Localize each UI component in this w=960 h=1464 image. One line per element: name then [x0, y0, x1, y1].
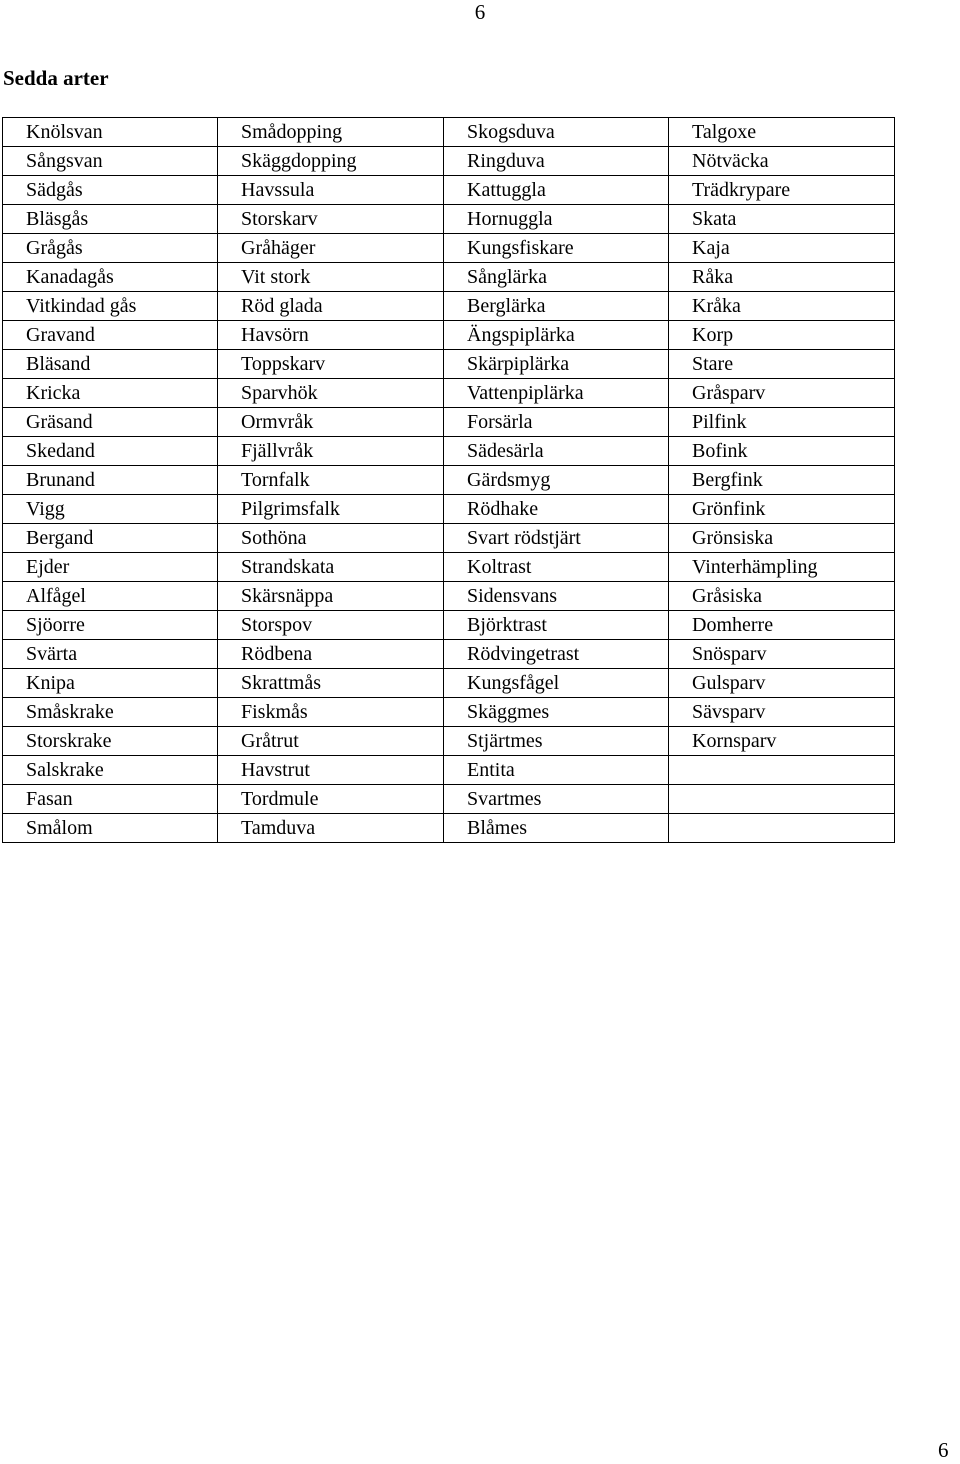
species-cell: Vit stork	[218, 263, 444, 292]
page-number-bottom: 6	[938, 1438, 949, 1462]
species-cell: Blåmes	[444, 814, 669, 843]
species-cell: Fasan	[3, 785, 218, 814]
species-cell: Domherre	[669, 611, 895, 640]
species-cell: Sidensvans	[444, 582, 669, 611]
species-cell: Gräsand	[3, 408, 218, 437]
species-cell: Pilgrimsfalk	[218, 495, 444, 524]
species-cell: Hornuggla	[444, 205, 669, 234]
table-row	[3, 669, 895, 698]
species-cell: Gulsparv	[669, 669, 895, 698]
species-cell: Bläsgås	[3, 205, 218, 234]
table-row	[3, 437, 895, 466]
species-cell: Ormvråk	[218, 408, 444, 437]
species-cell: Bergfink	[669, 466, 895, 495]
species-cell: Knipa	[3, 669, 218, 698]
table-row	[3, 118, 895, 147]
species-cell: Stjärtmes	[444, 727, 669, 756]
species-cell: Forsärla	[444, 408, 669, 437]
species-cell: Skärsnäppa	[218, 582, 444, 611]
table-row	[3, 350, 895, 379]
species-cell: Kråka	[669, 292, 895, 321]
species-cell: Vinterhämpling	[669, 553, 895, 582]
table-row	[3, 176, 895, 205]
species-cell: Alfågel	[3, 582, 218, 611]
species-cell: Skogsduva	[444, 118, 669, 147]
species-cell: Kaja	[669, 234, 895, 263]
species-cell: Vattenpiplärka	[444, 379, 669, 408]
page-heading: Sedda arter	[3, 66, 109, 90]
species-cell: Ängspiplärka	[444, 321, 669, 350]
species-cell: Kanadagås	[3, 263, 218, 292]
species-cell: Talgoxe	[669, 118, 895, 147]
table-row	[3, 814, 895, 843]
table-row	[3, 408, 895, 437]
table-row	[3, 292, 895, 321]
species-cell: Gråsiska	[669, 582, 895, 611]
species-cell: Sjöorre	[3, 611, 218, 640]
species-cell: Röd glada	[218, 292, 444, 321]
species-cell: Knölsvan	[3, 118, 218, 147]
table-row	[3, 611, 895, 640]
species-cell: Bofink	[669, 437, 895, 466]
species-cell: Sävsparv	[669, 698, 895, 727]
species-cell: Tornfalk	[218, 466, 444, 495]
species-cell: Skata	[669, 205, 895, 234]
species-cell: Koltrast	[444, 553, 669, 582]
species-cell: Ejder	[3, 553, 218, 582]
table-row	[3, 495, 895, 524]
species-cell: Kricka	[3, 379, 218, 408]
species-cell: Sädesärla	[444, 437, 669, 466]
species-cell: Storskarv	[218, 205, 444, 234]
species-cell	[669, 785, 895, 814]
species-cell: Fjällvråk	[218, 437, 444, 466]
species-cell: Sparvhök	[218, 379, 444, 408]
species-cell: Trädkrypare	[669, 176, 895, 205]
species-cell: Stare	[669, 350, 895, 379]
species-cell: Gråhäger	[218, 234, 444, 263]
species-cell: Skrattmås	[218, 669, 444, 698]
species-cell: Nötväcka	[669, 147, 895, 176]
species-cell: Skäggmes	[444, 698, 669, 727]
species-cell: Rödvingetrast	[444, 640, 669, 669]
species-cell: Sädgås	[3, 176, 218, 205]
species-cell: Havsörn	[218, 321, 444, 350]
table-row	[3, 234, 895, 263]
species-cell	[669, 756, 895, 785]
species-cell: Småskrake	[3, 698, 218, 727]
species-cell: Kungsfiskare	[444, 234, 669, 263]
species-cell: Skäggdopping	[218, 147, 444, 176]
species-cell: Fiskmås	[218, 698, 444, 727]
species-cell: Grönsiska	[669, 524, 895, 553]
table-row	[3, 727, 895, 756]
table-row	[3, 379, 895, 408]
table-row	[3, 785, 895, 814]
species-table-body	[3, 118, 895, 843]
species-cell: Kungsfågel	[444, 669, 669, 698]
table-row	[3, 263, 895, 292]
species-cell: Smålom	[3, 814, 218, 843]
species-cell: Gråsparv	[669, 379, 895, 408]
species-cell: Gärdsmyg	[444, 466, 669, 495]
table-row	[3, 205, 895, 234]
species-cell: Strandskata	[218, 553, 444, 582]
species-cell: Grönfink	[669, 495, 895, 524]
species-cell: Råka	[669, 263, 895, 292]
species-cell: Gravand	[3, 321, 218, 350]
species-cell: Brunand	[3, 466, 218, 495]
species-cell: Tordmule	[218, 785, 444, 814]
species-cell: Snösparv	[669, 640, 895, 669]
species-cell: Björktrast	[444, 611, 669, 640]
page-number-top: 6	[474, 0, 486, 24]
species-cell: Grågås	[3, 234, 218, 263]
species-cell: Berglärka	[444, 292, 669, 321]
species-cell: Havssula	[218, 176, 444, 205]
table-row	[3, 756, 895, 785]
species-cell: Bergand	[3, 524, 218, 553]
species-cell: Toppskarv	[218, 350, 444, 379]
species-cell: Bläsand	[3, 350, 218, 379]
species-table	[2, 117, 895, 843]
species-cell: Havstrut	[218, 756, 444, 785]
species-cell: Rödbena	[218, 640, 444, 669]
table-row	[3, 640, 895, 669]
species-cell: Ringduva	[444, 147, 669, 176]
species-cell: Sångsvan	[3, 147, 218, 176]
species-cell: Vigg	[3, 495, 218, 524]
species-cell: Storspov	[218, 611, 444, 640]
species-cell	[669, 814, 895, 843]
table-row	[3, 466, 895, 495]
species-cell: Smådopping	[218, 118, 444, 147]
species-cell: Rödhake	[444, 495, 669, 524]
species-cell: Vitkindad gås	[3, 292, 218, 321]
species-cell: Tamduva	[218, 814, 444, 843]
species-cell: Svärta	[3, 640, 218, 669]
species-cell: Salskrake	[3, 756, 218, 785]
table-row	[3, 698, 895, 727]
species-cell: Pilfink	[669, 408, 895, 437]
species-cell: Kornsparv	[669, 727, 895, 756]
species-cell: Korp	[669, 321, 895, 350]
species-cell: Storskrake	[3, 727, 218, 756]
table-row	[3, 147, 895, 176]
table-row	[3, 553, 895, 582]
species-cell: Sånglärka	[444, 263, 669, 292]
species-cell: Svart rödstjärt	[444, 524, 669, 553]
species-cell: Skedand	[3, 437, 218, 466]
table-row	[3, 524, 895, 553]
species-cell: Svartmes	[444, 785, 669, 814]
table-row	[3, 582, 895, 611]
species-cell: Skärpiplärka	[444, 350, 669, 379]
species-cell: Gråtrut	[218, 727, 444, 756]
species-cell: Kattuggla	[444, 176, 669, 205]
table-row	[3, 321, 895, 350]
species-cell: Entita	[444, 756, 669, 785]
species-cell: Sothöna	[218, 524, 444, 553]
